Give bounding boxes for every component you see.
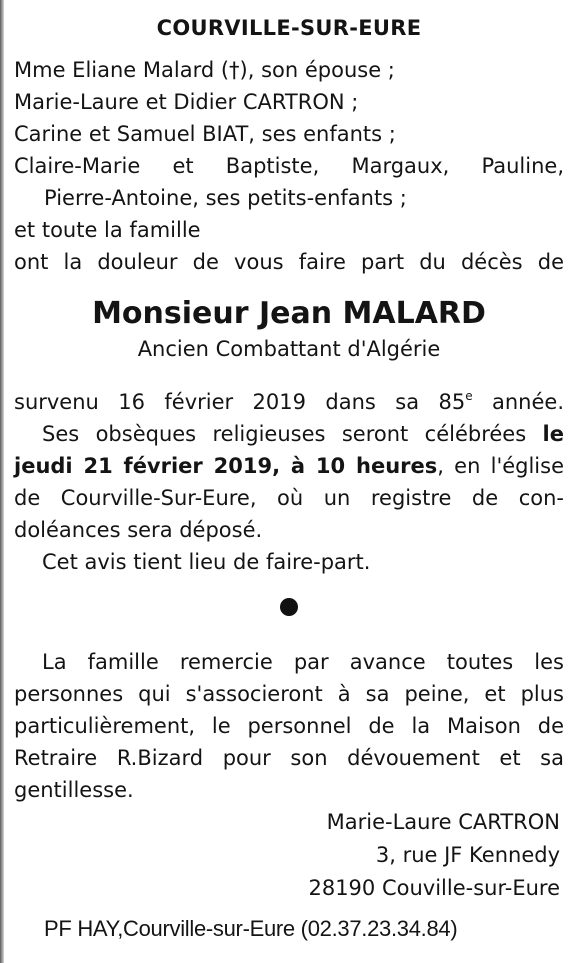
deceased-title: Ancien Combattant d'Algérie [137,337,441,361]
family-line: et toute la famille [14,218,201,242]
thanks-line: gentillesse. [14,778,134,802]
thanks-line: particulièrement, le personnel de la Maison de [14,714,564,738]
bullet-separator-icon [280,598,298,616]
signature-street: 3, rue JF Kennedy [375,843,560,867]
thanks-line: Retraire R.Bizard pour son dévouement et sa [14,746,564,770]
family-line: Marie-Laure et Didier CARTRON ; [14,90,359,114]
funeral-bold: le [542,422,564,446]
funeral-line: de Courville-Sur-Eure, où un registre de con- [14,486,564,510]
separator [14,598,564,624]
funeral-line [14,418,564,450]
family-line: Carine et Samuel BIAT, ses enfants ; [14,122,396,146]
ordinal-suffix: e [465,389,473,403]
signature-city: 28190 Couville-sur-Eure [308,876,560,900]
town-heading: COURVILLE-SUR-EURE [156,16,422,40]
death-date-line [14,386,564,418]
thanks-line: La famille remercie par avance toutes les [42,650,564,674]
death-date-text: survenu 16 février 2019 dans sa 85 [14,390,466,414]
family-line: Claire-Marie et Baptiste, Margaux, Pauline, [14,154,564,178]
death-date-end: année. [472,390,565,414]
thanks-line: personnes qui s'associeront à sa peine, et plus [14,682,564,706]
scan-edge [0,0,4,963]
funeral-home-footer: PF HAY,Courville-sur-Eure (02.37.23.34.84) [44,916,458,941]
funeral-line [14,450,564,482]
deceased-name: Monsieur Jean MALARD [92,296,486,331]
announcement-line: ont la douleur de vous faire part du décès de [14,250,564,274]
obituary-notice [14,14,564,947]
signature-name: Marie-Laure CARTRON [326,810,560,834]
funeral-text: , en l'église [437,454,564,478]
family-line: Pierre-Antoine, ses petits-enfants ; [44,186,407,210]
funeral-text: Ses obsèques religieuses seront célébrées [42,422,543,446]
funeral-date: jeudi 21 février 2019, à 10 heures [14,454,438,478]
funeral-line: doléances sera déposé. [14,518,263,542]
notice-line: Cet avis tient lieu de faire-part. [42,550,371,574]
family-line: Mme Eliane Malard (†), son épouse ; [14,58,395,82]
